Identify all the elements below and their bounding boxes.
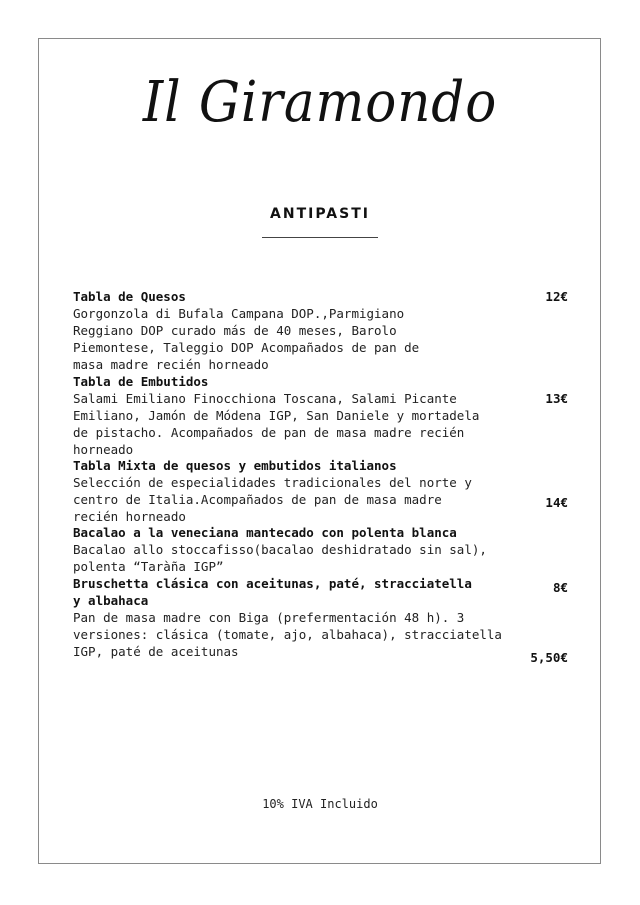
menu-item-description: Selección de especialidades tradicionales del norte y centro de Italia.Acompañados de pan de masa madre recién horneado [73,475,472,524]
menu-item-price: 5,50€ [530,650,568,665]
section-divider [262,237,378,238]
menu-item-description: Pan de masa madre con Biga (prefermentación 48 h). 3 versiones: clásica (tomate, ajo, albahaca), stracciatella IGP, paté de aceitunas [73,610,502,659]
menu-item-title: Tabla de Embutidos [73,374,209,389]
menu-item-price: 14€ [545,495,568,510]
menu-item-price: 8€ [552,580,568,595]
menu-item-description: Bacalao allo stoccafisso(bacalao deshidratado sin sal), polenta “Taràña IGP” [73,542,487,574]
restaurant-logo: Il Giramondo [142,70,498,135]
menu-item-title: Tabla de Quesos [73,289,186,304]
menu-item-title: Bruschetta clásica con aceitunas, paté, stracciatella y albahaca [73,576,472,608]
menu-item-description: Salami Emiliano Finocchiona Toscana, Salami Picante Emiliano, Jamón de Módena IGP, San Daniele y mortadela de pistacho. Acompañados de pan de masa madre recién horneado [73,391,480,457]
menu-item-title: Tabla Mixta de quesos y embutidos italianos [73,458,397,473]
menu-item-description: Gorgonzola di Bufala Campana DOP.,Parmigiano Reggiano DOP curado más de 40 meses, Barolo Piemontese, Taleggio DOP Acompañados de pan de masa madre recién horneado [73,306,420,372]
section-title: ANTIPASTI [270,206,370,222]
menu-item-price: 13€ [545,391,568,406]
menu-item-title: Bacalao a la veneciana mantecado con polenta blanca [73,525,457,540]
menu-item-price: 12€ [545,289,568,304]
tax-note: 10% IVA Incluido [262,797,378,811]
